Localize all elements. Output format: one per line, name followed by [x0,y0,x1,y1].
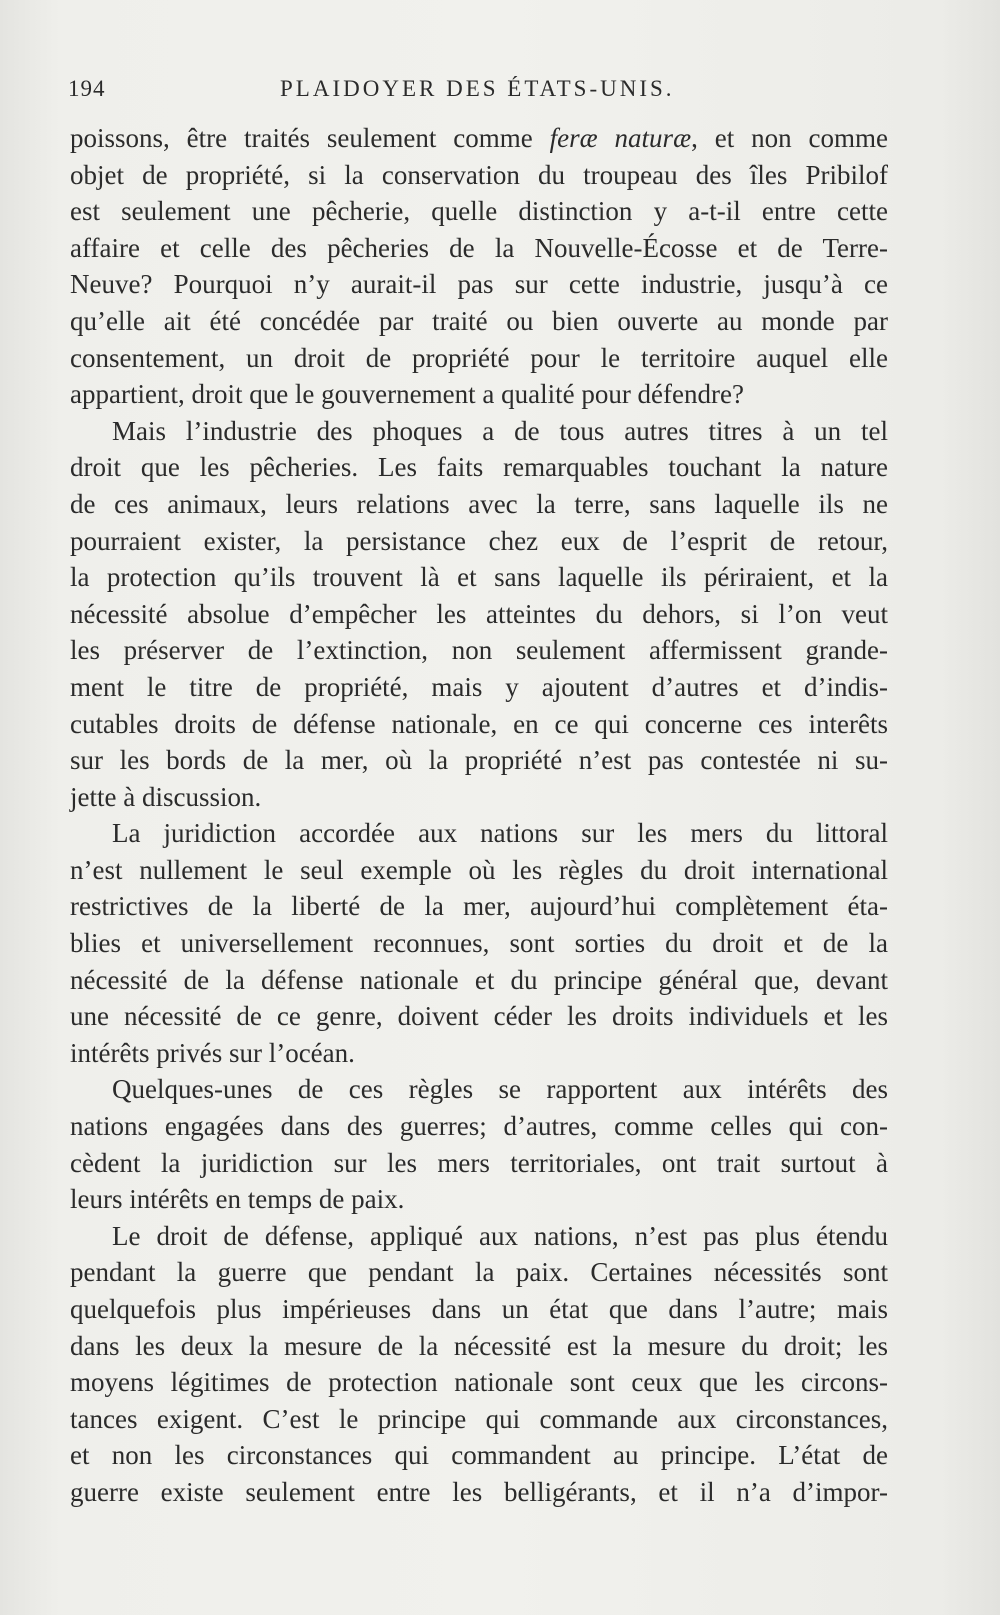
text-line: cutables droits de défense nationale, en ce qui concerne ces interêts [70,708,888,739]
text-line: n’est nullement le seul exemple où les règles du droit international [70,854,888,885]
text-line: La juridiction accordée aux nations sur les mers du littoral [112,818,888,849]
text-fragment: poissons, être traités seulement comme [70,123,550,153]
text-line: tances exigent. C’est le principe qui commande aux circonstances, [70,1403,888,1434]
text-line: droit que les pêcheries. Les faits remarquables touchant la nature [70,452,888,483]
text-line: leurs intérêts en temps de paix. [70,1184,405,1215]
italic-phrase: feræ naturæ [549,123,692,153]
text-line: blies et universellement reconnues, sont sorties du droit et de la [70,928,888,959]
text-line: Le droit de défense, appliqué aux nations, n’est pas plus étendu [112,1220,888,1251]
text-line: intérêts privés sur l’océan. [70,1037,355,1068]
page-header [68,76,890,112]
text-line: nécessité de la défense nationale et du principe général que, devant [70,964,888,995]
text-line: appartient, droit que le gouvernement a qualité pour défendre? [70,379,744,410]
text-line: nécessité absolue d’empêcher les atteintes du dehors, si l’on veut [70,598,888,629]
body-text [70,120,888,1511]
page-number: 194 [68,76,106,101]
text-fragment: , et non comme [691,123,888,153]
text-line: pourraient exister, la persistance chez eux de l’esprit de retour, [70,525,888,556]
text-line: ment le titre de propriété, mais y ajoutent d’autres et d’indis- [70,671,888,702]
text-line: est seulement une pêcherie, quelle distinction y a-t-il entre cette [70,196,888,227]
text-line: jette à discussion. [70,781,262,812]
text-line: nations engagées dans des guerres; d’autres, comme celles qui con- [70,1111,888,1142]
text-line [70,120,888,157]
text-line: quelquefois plus impérieuses dans un état que dans l’autre; mais [70,1294,888,1324]
text-line: affaire et celle des pêcheries de la Nouvelle-Écosse et de Terre- [70,232,888,263]
text-line: Neuve? Pourquoi n’y aurait-il pas sur cette industrie, jusqu’à ce [70,269,888,300]
text-line: la protection qu’ils trouvent là et sans laquelle ils périraient, et la [70,562,888,593]
text-line: sur les bords de la mer, où la propriété n’est pas contestée ni su- [70,745,888,776]
text-line: moyens légitimes de protection nationale sont ceux que les circons- [70,1367,888,1398]
text-line: une nécessité de ce genre, doivent céder les droits individuels et les [70,1001,888,1032]
text-line: restrictives de la liberté de la mer, aujourd’hui complètement éta- [70,891,888,922]
text-line: objet de propriété, si la conservation du troupeau des îles Pribilof [70,159,888,190]
text-line: guerre existe seulement entre les belligérants, et il n’a d’impor- [70,1476,888,1507]
text-line: cèdent la juridiction sur les mers territoriales, ont trait surtout à [70,1147,888,1178]
text-line: et non les circonstances qui commandent au principe. L’état de [70,1440,888,1471]
text-line: Mais l’industrie des phoques a de tous autres titres à un tel [112,415,888,446]
text-line: dans les deux la mesure de la nécessité est la mesure du droit; les [70,1330,888,1361]
text-line: qu’elle ait été concédée par traité ou bien ouverte au monde par [70,305,888,336]
text-line: Quelques-unes de ces règles se rapportent aux intérêts des [112,1074,888,1105]
running-head: PLAIDOYER DES ÉTATS-UNIS. [280,76,675,101]
text-line: les préserver de l’extinction, non seulement affermissent grande- [70,635,888,666]
text-line: consentement, un droit de propriété pour le territoire auquel elle [70,342,888,373]
text-line: pendant la guerre que pendant la paix. Certaines nécessités sont [70,1257,888,1288]
text-line: de ces animaux, leurs relations avec la terre, sans laquelle ils ne [70,488,888,519]
